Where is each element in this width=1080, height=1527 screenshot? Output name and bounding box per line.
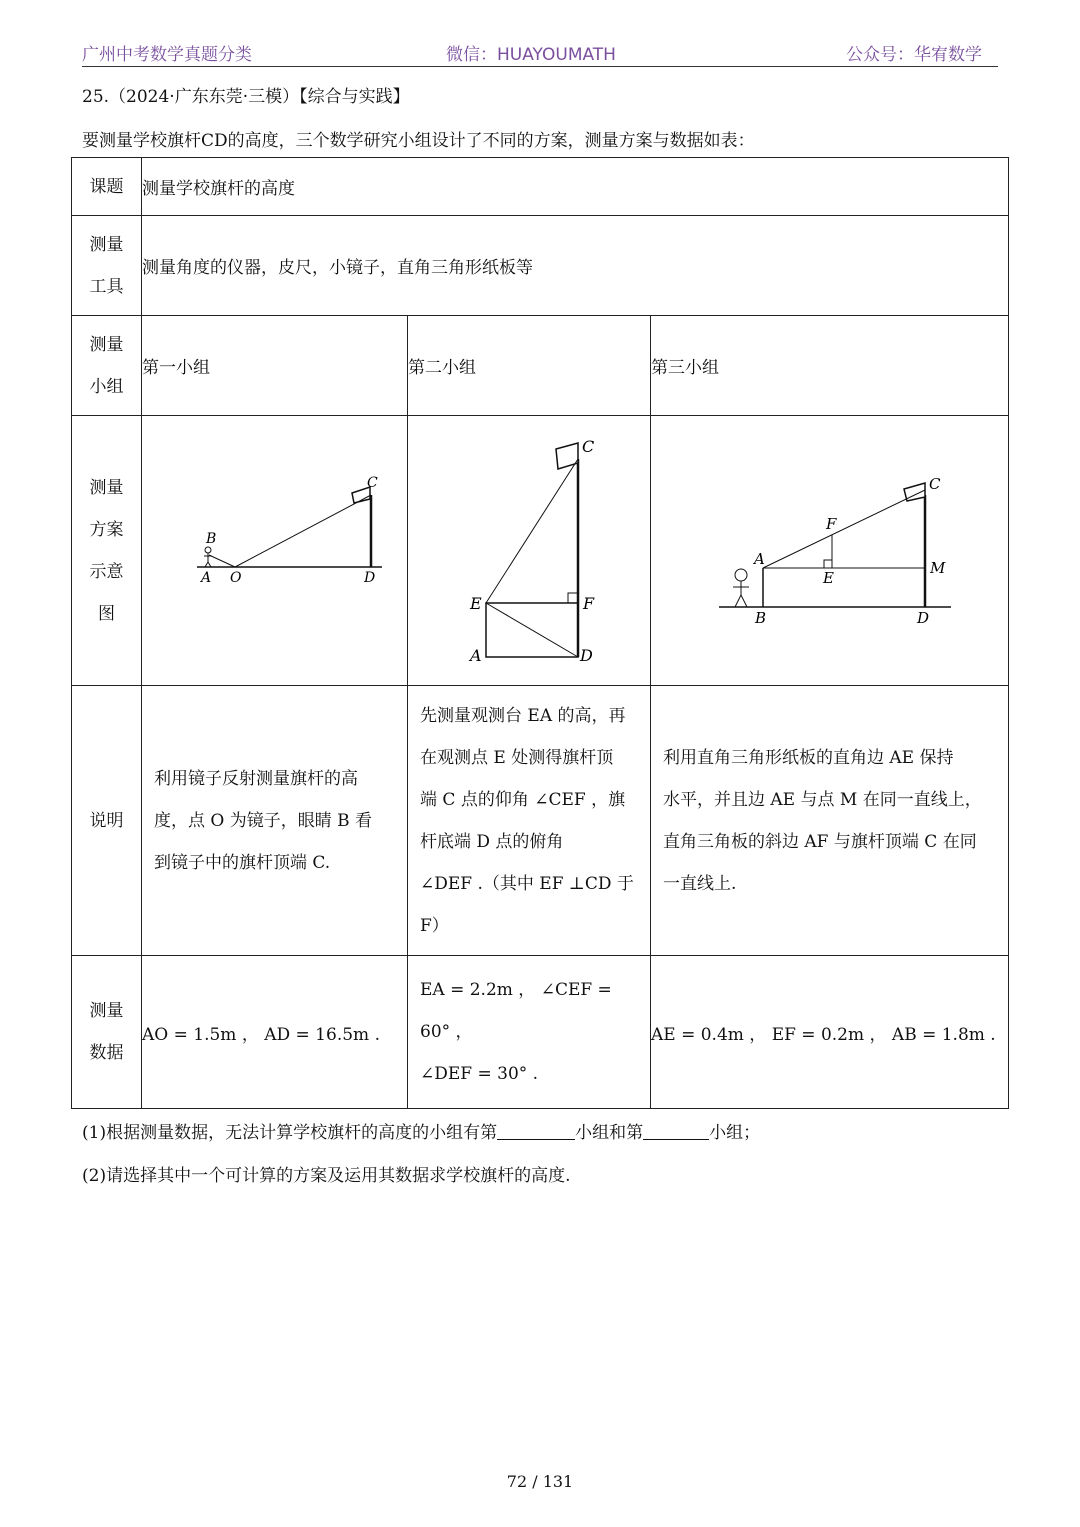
label-data: 测量 数据	[72, 956, 142, 1109]
fig2-label-a: A	[470, 645, 482, 665]
fig3-label-a: A	[754, 549, 765, 568]
observation-deck-diagram	[408, 417, 651, 685]
fig1-label-d: D	[364, 569, 376, 586]
fig2-label-d: D	[580, 645, 593, 665]
row-groups	[72, 316, 1009, 416]
explanation-group-3	[651, 686, 1009, 956]
explain-g2-line: 在观测点 E 处测得旗杆顶	[420, 747, 614, 768]
data-g2-line: ∠DEF = 30° .	[420, 1064, 539, 1084]
data-group-2	[408, 956, 651, 1109]
label-diagram: 测量 方案 示意 图	[72, 416, 142, 686]
question-intro: 要测量学校旗杆CD的高度，三个数学研究小组设计了不同的方案，测量方案与数据如表：	[82, 131, 755, 151]
header-series-title: 广州中考数学真题分类	[82, 45, 252, 65]
fig1-label-a: A	[201, 569, 212, 586]
subquestion-2: (2)请选择其中一个可计算的方案及运用其数据求学校旗杆的高度.	[82, 1166, 571, 1186]
label-explanation: 说明	[72, 686, 142, 956]
tools-value: 测量角度的仪器，皮尺，小镜子，直角三角形纸板等	[142, 216, 1009, 316]
group-1-name: 第一小组	[142, 316, 408, 416]
mirror-diagram	[142, 417, 408, 685]
label-topic: 课题	[72, 158, 142, 216]
measurement-table	[71, 157, 1009, 1109]
topic-value: 测量学校旗杆的高度	[142, 158, 1009, 216]
fig2-label-c: C	[582, 436, 595, 456]
answer-blank-2[interactable]	[643, 1121, 709, 1140]
fig3-label-d: D	[917, 608, 930, 627]
explain-g3-line: 水平，并且边 AE 与点 M 在同一直线上，	[663, 789, 982, 810]
label-groups: 测量 小组	[72, 316, 142, 416]
group-3-name: 第三小组	[651, 316, 1009, 416]
fig3-label-m: M	[930, 558, 946, 577]
page-header	[82, 36, 998, 67]
fig2-label-f: F	[583, 593, 595, 613]
explain-g2-line: F）	[420, 915, 449, 936]
diagram-group-1	[142, 416, 408, 686]
explain-g3-line: 一直线上.	[663, 873, 737, 894]
data-g2-line: EA = 2.2m ， ∠CEF = 60° ，	[420, 980, 612, 1042]
row-data	[72, 956, 1009, 1109]
explain-g2-line: 杆底端 D 点的俯角	[420, 831, 564, 852]
fig3-label-c: C	[929, 474, 941, 493]
fig3-label-b: B	[755, 608, 767, 627]
explain-g3-line: 利用直角三角形纸板的直角边 AE 保持	[663, 747, 954, 768]
diagram-group-2	[408, 416, 651, 686]
header-wechat: 微信：HUAYOUMATH	[446, 45, 616, 65]
triangle-board-diagram	[651, 417, 1008, 685]
diagram-group-3	[651, 416, 1009, 686]
fig2-label-e: E	[470, 593, 482, 613]
label-tools: 测量 工具	[72, 216, 142, 316]
row-explanation	[72, 686, 1009, 956]
data-group-1: AO = 1.5m ， AD = 16.5m .	[142, 956, 408, 1109]
data-group-3: AE = 0.4m ， EF = 0.2m ， AB = 1.8m .	[651, 956, 1009, 1109]
row-topic	[72, 158, 1009, 216]
explain-g2-line: 端 C 点的仰角 ∠CEF ，旗	[420, 789, 626, 810]
row-tools	[72, 216, 1009, 316]
fig1-label-o: O	[230, 569, 242, 586]
explain-g1-line: 利用镜子反射测量旗杆的高	[154, 768, 358, 789]
explanation-group-1	[142, 686, 408, 956]
header-account: 公众号：华宥数学	[846, 45, 982, 65]
explain-g2-line: ∠DEF .（其中 EF ⊥CD 于	[420, 873, 634, 894]
answer-blank-1[interactable]	[497, 1121, 575, 1140]
explanation-group-2	[408, 686, 651, 956]
explain-g1-line: 度，点 O 为镜子，眼睛 B 看	[154, 810, 373, 831]
fig1-label-c: C	[367, 474, 378, 491]
fig3-label-f: F	[826, 514, 837, 533]
explain-g3-line: 直角三角板的斜边 AF 与旗杆顶端 C 在同	[663, 831, 977, 852]
fig1-label-b: B	[206, 530, 217, 547]
page-number: 72 / 131	[506, 1472, 574, 1491]
fig3-label-e: E	[823, 568, 834, 587]
subquestion-1: (1)根据测量数据，无法计算学校旗杆的高度的小组有第 小组和第 小组；	[82, 1123, 761, 1143]
explain-g1-line: 到镜子中的旗杆顶端 C.	[154, 852, 331, 873]
row-diagrams	[72, 416, 1009, 686]
question-title: 25.（2024·广东东莞·三模）【综合与实践】	[82, 87, 410, 107]
group-2-name: 第二小组	[408, 316, 651, 416]
explain-g2-line: 先测量观测台 EA 的高，再	[420, 705, 626, 726]
